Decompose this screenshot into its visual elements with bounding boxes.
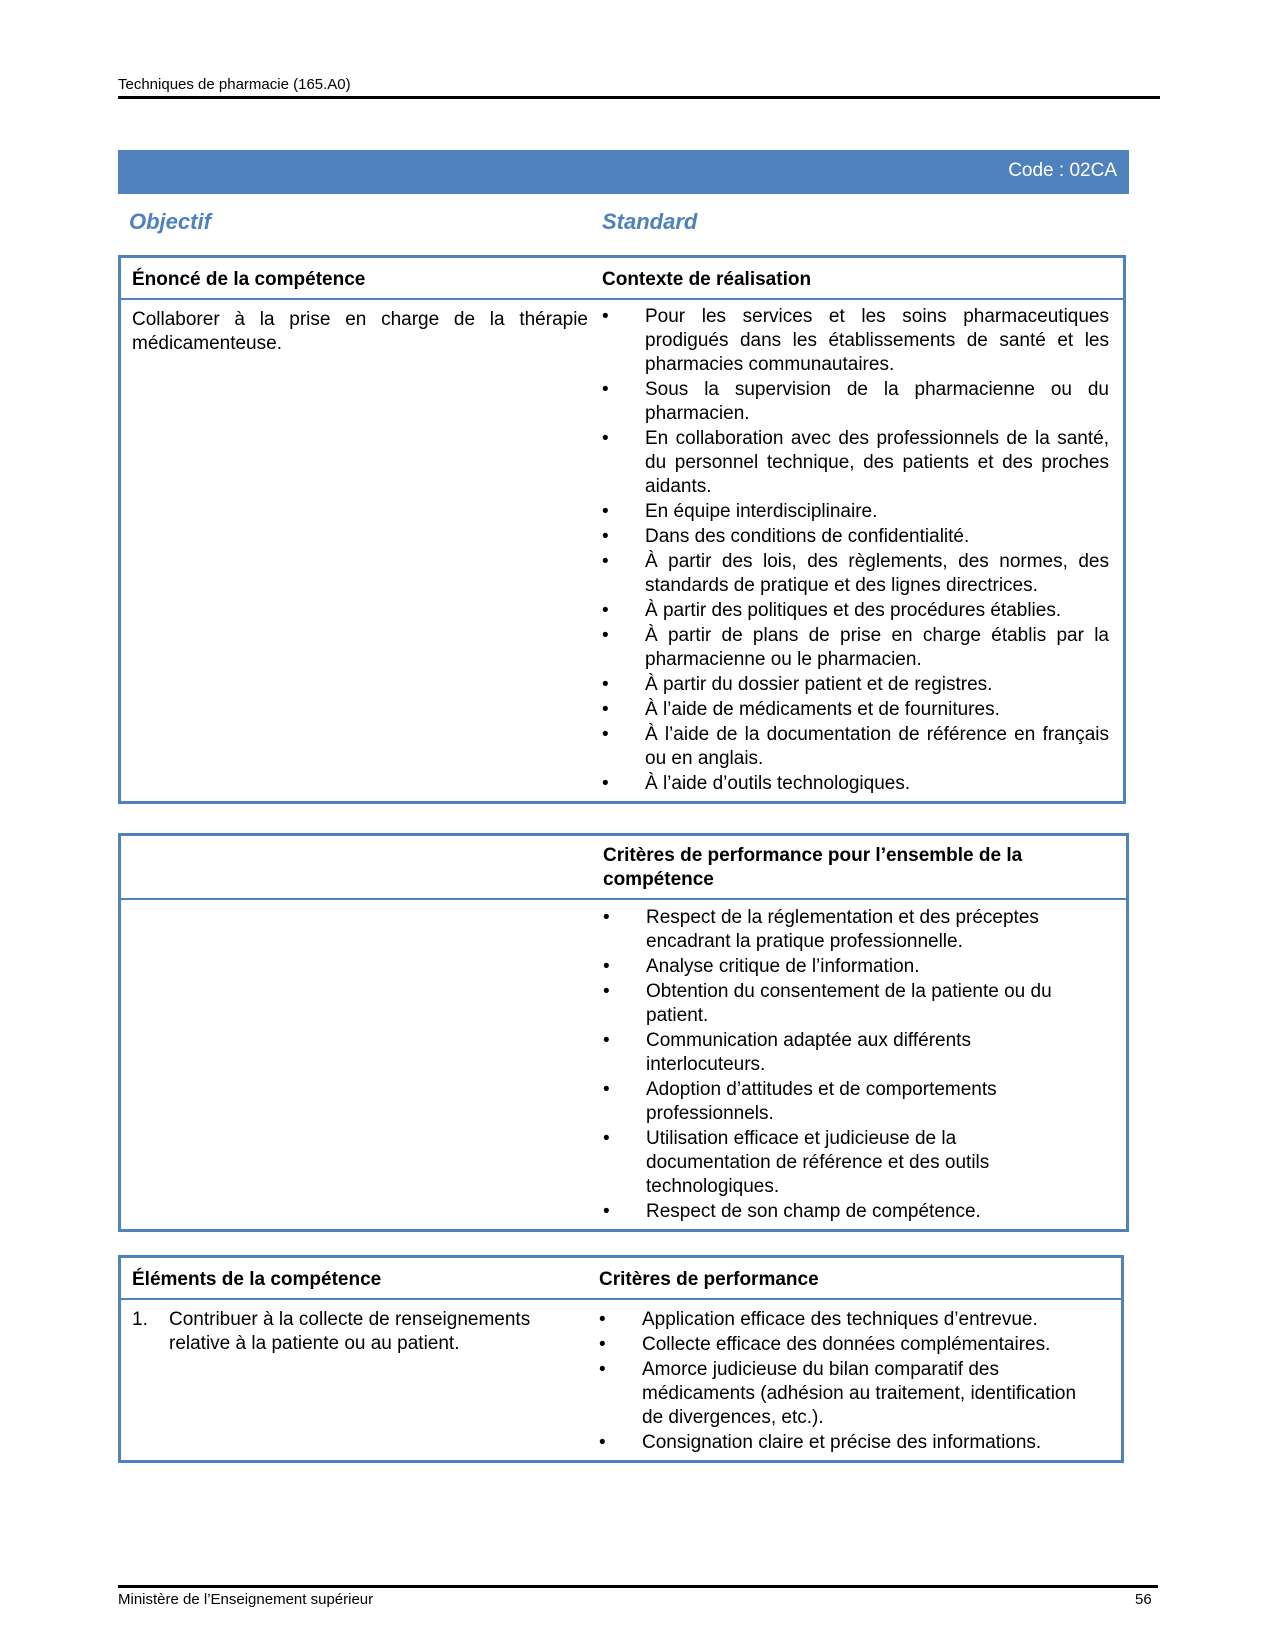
competence-table (118, 255, 1126, 804)
list-item: • Amorce judicieuse du bilan comparatif des médicaments (adhésion au traitement, identification de divergences, etc.). (599, 1359, 1077, 1428)
elements-criteria-list (599, 1308, 1091, 1455)
elements-table (118, 1255, 1124, 1463)
list-item: • Application efficace des techniques d’entrevue. (599, 1309, 1038, 1330)
ensemble-criteria-list (603, 906, 1086, 1224)
list-item: • Obtention du consentement de la patiente ou du patient. (603, 981, 1052, 1026)
enonce-text: Collaborer à la prise en charge de la thérapie médicamenteuse. (132, 309, 588, 354)
list-item: • Communication adaptée aux différents interlocuteurs. (603, 1030, 971, 1075)
enonce-header: Énoncé de la compétence (132, 269, 366, 290)
running-header: Techniques de pharmacie (165.A0) (118, 76, 351, 93)
list-item: • Adoption d’attitudes et de comportements professionnels. (603, 1079, 997, 1124)
ensemble-header: Critères de performance pour l’ensemble de la compétence (603, 845, 1023, 890)
header-rule (118, 96, 1160, 99)
list-item: • En équipe interdisciplinaire. (602, 501, 878, 522)
list-item: • À partir de plans de prise en charge établis par la pharmacienne ou le pharmacien. (602, 625, 1109, 670)
competency-code: Code : 02CA (1008, 160, 1117, 181)
footer-rule (118, 1585, 1158, 1588)
list-item: • À partir du dossier patient et de registres. (602, 674, 993, 695)
ensemble-table (118, 833, 1129, 1232)
contexte-list (602, 305, 1109, 796)
list-item: • À partir des lois, des règlements, des normes, des standards de pratique et des lignes directrices. (602, 551, 1109, 596)
list-item: • À l’aide de médicaments et de fournitures. (602, 699, 1000, 720)
list-item: • À l’aide d’outils technologiques. (602, 773, 911, 794)
list-item: • Respect de son champ de compétence. (603, 1201, 981, 1222)
footer-ministry: Ministère de l’Enseignement supérieur (118, 1591, 374, 1608)
elements-header: Éléments de la compétence (132, 1269, 382, 1290)
objectif-label: Objectif (129, 209, 211, 234)
code-bar (118, 150, 1129, 194)
contexte-header: Contexte de réalisation (602, 269, 812, 290)
element-item (132, 1308, 591, 1356)
element-number: 1. (132, 1309, 148, 1330)
list-item: • À partir des politiques et des procédures établies. (602, 600, 1062, 621)
list-item: • En collaboration avec des professionnels de la santé, du personnel technique, des patients et des proches aidants. (602, 428, 1109, 497)
standard-label: Standard (602, 209, 698, 234)
list-item: • Sous la supervision de la pharmacienne ou du pharmacien. (602, 379, 1109, 424)
list-item: • Utilisation efficace et judicieuse de la documentation de référence et des outils technologiques. (603, 1128, 990, 1197)
list-item: • Analyse critique de l’information. (603, 956, 920, 977)
page-number: 56 (1135, 1591, 1152, 1608)
criteres-header: Critères de performance (599, 1269, 819, 1290)
list-item: • Pour les services et les soins pharmaceutiques prodigués dans les établissements de santé et les pharmacies communautaires. (602, 306, 1109, 375)
list-item: • Collecte efficace des données complémentaires. (599, 1334, 1051, 1355)
list-item: • Dans des conditions de confidentialité. (602, 526, 970, 547)
element-text: Contribuer à la collecte de renseignements relative à la patiente ou au patient. (169, 1309, 531, 1354)
list-item: • Consignation claire et précise des informations. (599, 1432, 1042, 1453)
list-item: • À l’aide de la documentation de référence en français ou en anglais. (602, 724, 1109, 769)
list-item: • Respect de la réglementation et des préceptes encadrant la pratique professionnelle. (603, 907, 1039, 952)
